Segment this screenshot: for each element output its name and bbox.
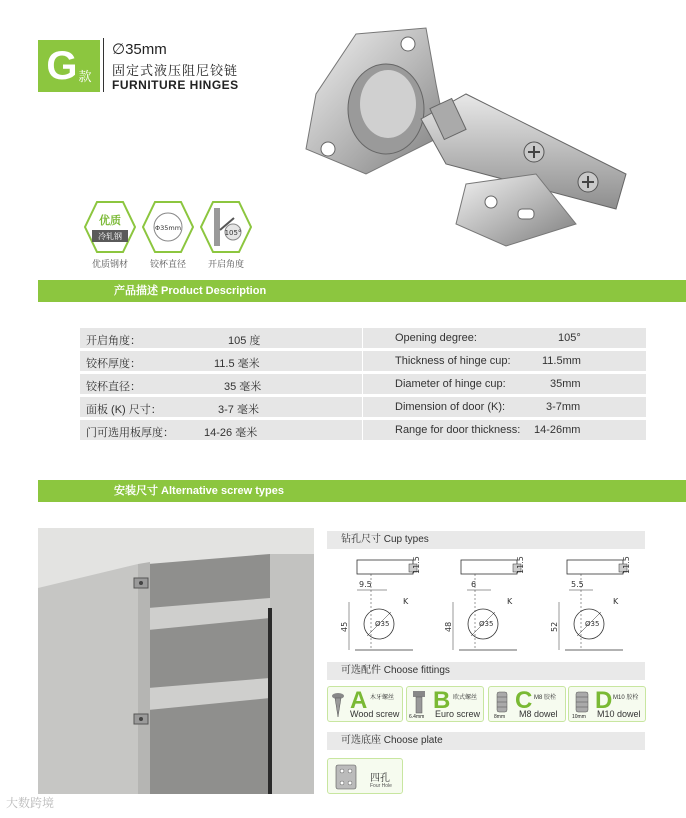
feature-cup-diameter <box>138 200 198 270</box>
cup-1-height: 11.5 <box>412 556 421 574</box>
header-divider <box>103 38 104 92</box>
title-en: FURNITURE HINGES <box>112 78 239 92</box>
spec-cn-value: 11.5 毫米 <box>214 358 260 370</box>
cup-diagram-3 <box>550 556 631 650</box>
cabinet-illustration <box>38 528 314 794</box>
m10-dowel-icon <box>575 691 589 713</box>
cup-3-dia: Ø35 <box>585 620 600 628</box>
spec-en-value: 3-7mm <box>546 401 581 413</box>
fitting-d-note: 10mm <box>572 714 586 720</box>
spec-row <box>80 351 646 371</box>
model-badge <box>38 40 100 92</box>
spec-en-value: 105° <box>558 332 581 344</box>
feature-3-caption: 开启角度 <box>207 259 244 269</box>
spec-cn-label: 铰杯厚度： <box>86 358 141 370</box>
m8-dowel-icon <box>495 691 509 713</box>
fitting-a-letter: A <box>350 687 368 714</box>
badge-letter: G <box>46 44 78 88</box>
plate-option <box>327 758 403 794</box>
spec-en-value: 14-26mm <box>534 424 581 436</box>
fitting-c <box>488 686 566 722</box>
spec-cn-value: 105 度 <box>228 335 261 347</box>
fitting-b-note: 6.4mm <box>409 714 425 720</box>
cabinet-photo <box>38 528 314 794</box>
product-description-bar: 产品描述 Product Description <box>38 280 686 302</box>
fitting-c-note: 8mm <box>494 714 506 720</box>
plate-cn: 四孔 <box>370 773 390 784</box>
quality-steel-icon <box>84 200 136 254</box>
fitting-d <box>568 686 646 722</box>
cup-1-side: 45 <box>340 621 349 632</box>
feature-quality-steel <box>80 200 140 270</box>
hinge-size: ∅35mm <box>112 41 167 58</box>
four-hole-plate-icon <box>332 763 360 791</box>
spec-en-value: 11.5mm <box>542 355 581 367</box>
fitting-a-cn: 木牙螺丝 <box>370 695 395 701</box>
watermark: 大数跨境 <box>6 796 55 810</box>
cup-type-diagrams <box>327 552 645 658</box>
spec-row <box>80 328 646 348</box>
spec-en-label: Thickness of hinge cup: <box>395 355 511 367</box>
cup-2-k: K <box>507 597 513 606</box>
spec-en-label: Opening degree: <box>395 332 477 344</box>
spec-row <box>80 374 646 394</box>
fitting-b-en: Euro screw <box>435 709 481 719</box>
badge-suffix: 款 <box>78 68 92 84</box>
title-cn: 固定式液压阻尼铰链 <box>112 63 239 78</box>
spec-cn-value: 35 毫米 <box>224 381 262 393</box>
fitting-c-cn: M8 胶栓 <box>534 695 557 701</box>
fitting-b-letter: B <box>433 687 451 714</box>
screw-types-bar: 安装尺寸 Alternative screw types <box>38 480 686 502</box>
spec-row <box>80 420 646 440</box>
fitting-c-en: M8 dowel <box>519 709 558 719</box>
cup-diagram-2 <box>444 556 525 650</box>
spec-cn-label: 开启角度： <box>86 335 141 347</box>
cup-3-height: 11.5 <box>622 556 631 574</box>
cup-diameter-icon <box>142 200 194 254</box>
spec-column-divider <box>362 328 363 440</box>
fitting-d-en: M10 dowel <box>597 709 641 719</box>
spec-en-label: Range for door thickness: <box>395 424 521 436</box>
cup-3-top: 5.5 <box>571 580 584 589</box>
plate-en: Four Hole <box>370 783 392 789</box>
fitting-b-cn: 欧式螺丝 <box>453 695 478 701</box>
opening-angle-icon <box>200 200 252 254</box>
cup-1-k: K <box>403 597 409 606</box>
fitting-a <box>327 686 403 722</box>
fitting-d-letter: D <box>595 687 613 714</box>
cup-types-bar: 钻孔尺寸 Cup types <box>327 531 645 549</box>
feature-2-caption: 铰杯直径 <box>149 259 186 269</box>
fitting-a-en: Wood screw <box>350 709 400 719</box>
fittings-bar: 可选配件 Choose fittings <box>327 662 645 680</box>
cup-1-dia: Ø35 <box>375 620 390 628</box>
spec-row <box>80 397 646 417</box>
fitting-c-letter: C <box>515 687 533 714</box>
spec-en-label: Dimension of door (K): <box>395 401 506 413</box>
cup-3-side: 52 <box>550 621 559 632</box>
spec-cn-label: 面板 (K) 尺寸： <box>86 404 162 416</box>
cup-3-k: K <box>613 597 619 606</box>
fitting-b <box>406 686 484 722</box>
hinge-product-image <box>296 24 646 264</box>
spec-en-label: Diameter of hinge cup: <box>395 378 506 390</box>
spec-cn-label: 铰杯直径： <box>86 381 141 393</box>
cup-2-side: 48 <box>444 621 453 632</box>
fitting-d-cn: M10 胶栓 <box>613 695 639 701</box>
spec-en-value: 35mm <box>550 378 581 390</box>
feature-3-text: 105° <box>224 229 242 237</box>
cup-1-top: 9.5 <box>359 580 372 589</box>
feature-opening-angle <box>196 200 256 270</box>
feature-2-text: Φ35mm <box>154 224 182 232</box>
cup-2-dia: Ø35 <box>479 620 494 628</box>
cup-diagram-1 <box>340 556 421 650</box>
cup-2-height: 11.5 <box>516 556 525 574</box>
spec-cn-label: 门可选用板厚度： <box>86 427 174 439</box>
feature-1-caption: 优质钢材 <box>91 259 128 269</box>
plate-bar: 可选底座 Choose plate <box>327 732 645 750</box>
cup-2-top: 6 <box>471 580 477 589</box>
wood-screw-icon <box>331 692 345 718</box>
spec-cn-value: 3-7 毫米 <box>218 404 259 416</box>
feature-1-bottom: 冷轧钢 <box>98 232 122 241</box>
spec-cn-value: 14-26 毫米 <box>204 427 258 439</box>
feature-1-top: 优质 <box>99 214 121 227</box>
